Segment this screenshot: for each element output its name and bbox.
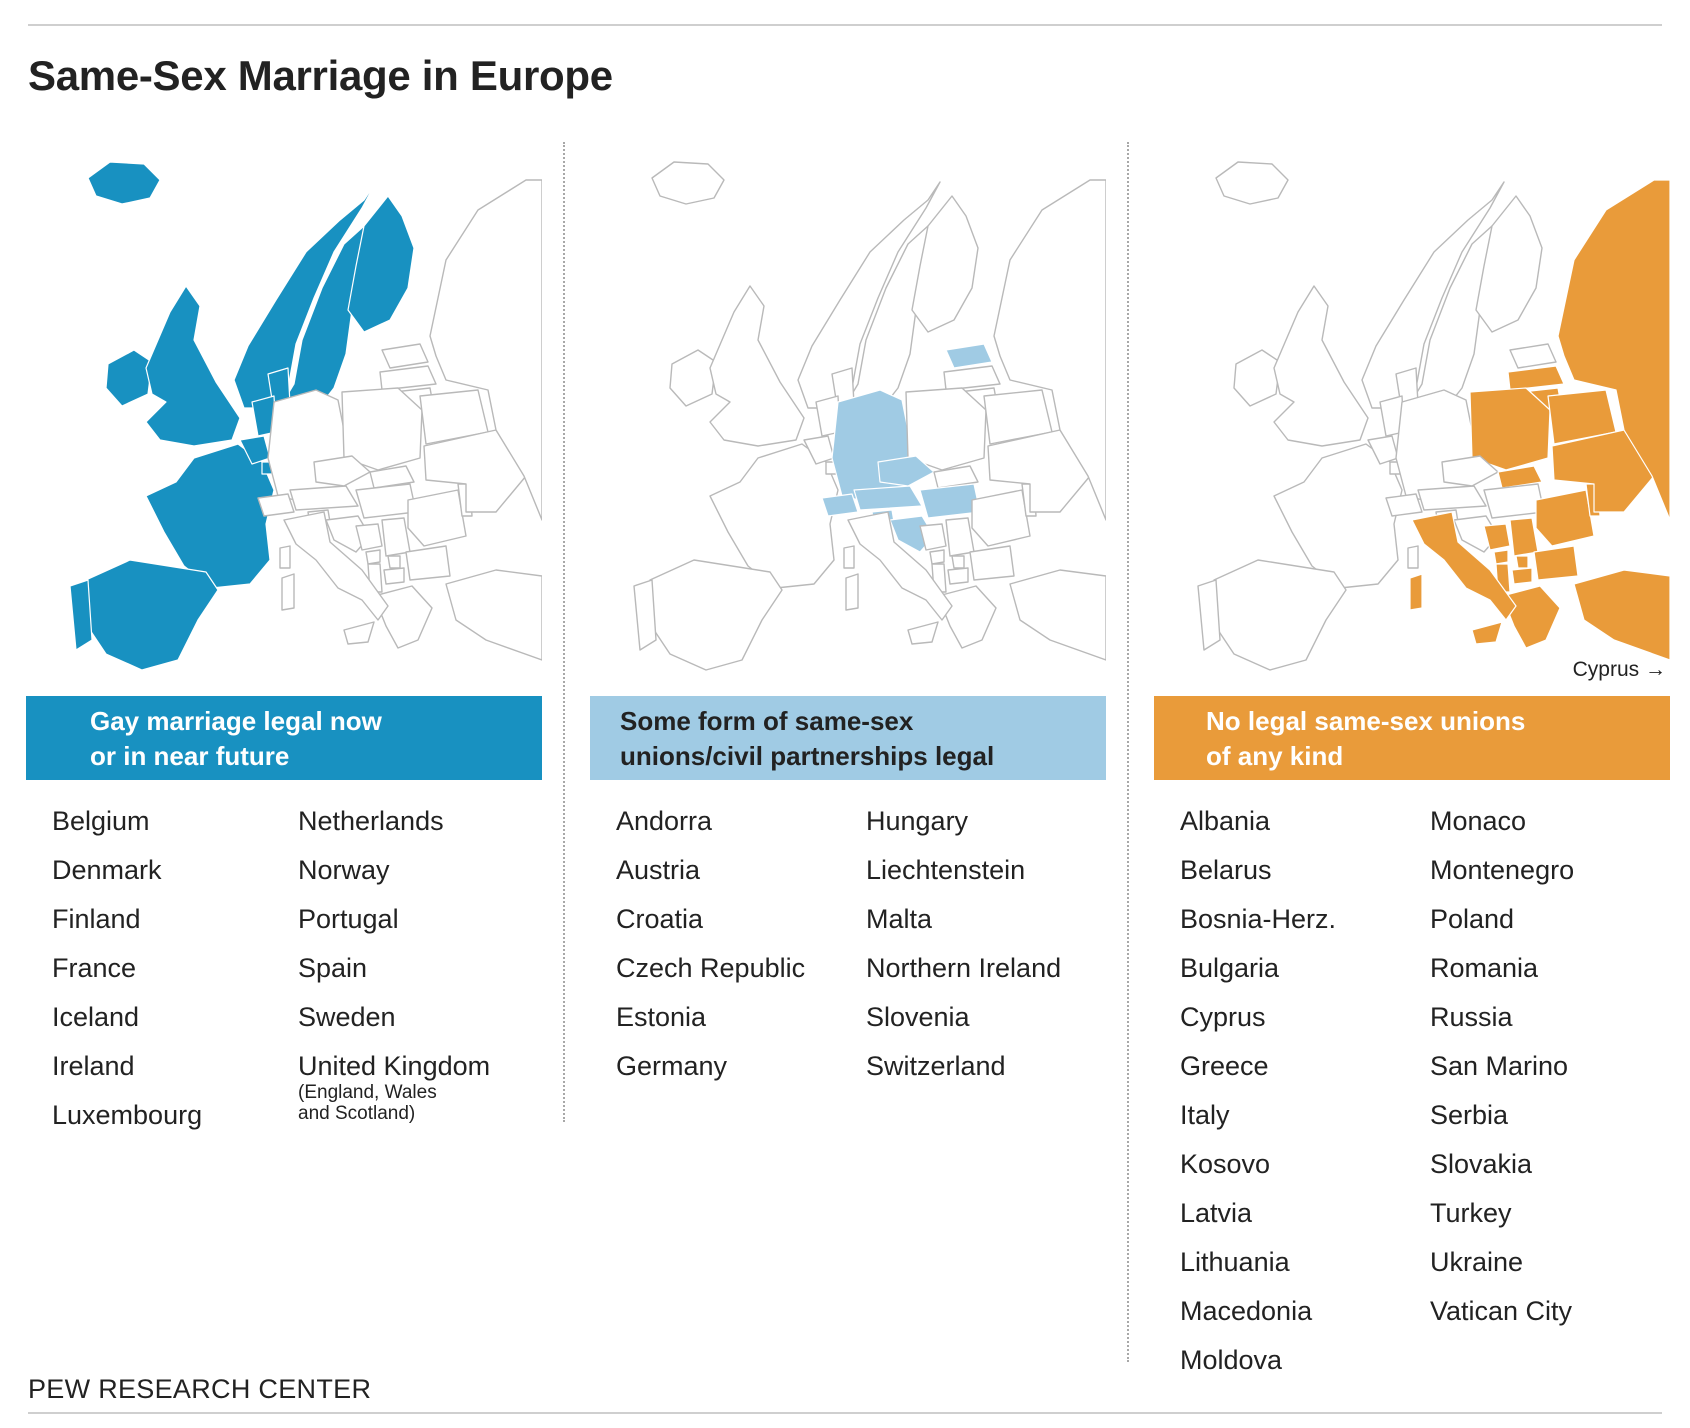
country-item: Slovenia xyxy=(866,1002,970,1032)
country-item: Hungary xyxy=(866,806,969,836)
country-item: Cyprus xyxy=(1180,1002,1266,1032)
country-item: Liechtenstein xyxy=(866,855,1026,885)
banner-line: or in near future xyxy=(90,741,290,771)
country-column xyxy=(866,804,1061,1098)
country-shape-iceland xyxy=(88,162,160,204)
country-item: Andorra xyxy=(616,806,713,836)
country-shape-sardinia xyxy=(1410,574,1422,610)
country-shape-turkey xyxy=(1574,570,1670,660)
country-shape-latvia xyxy=(1508,366,1564,390)
country-item: Romania xyxy=(1430,953,1539,983)
country-shape-greece xyxy=(938,586,996,648)
banner-line: No legal same-sex unions xyxy=(1206,706,1526,736)
country-shape-serbia xyxy=(1510,518,1538,556)
country-item: Norway xyxy=(298,855,390,885)
banner-line: Some form of same-sex xyxy=(620,706,914,736)
country-item: Lithuania xyxy=(1180,1247,1290,1277)
country-shape-greece xyxy=(1502,586,1560,648)
country-shape-finland xyxy=(348,196,414,332)
country-shape-bulgaria xyxy=(970,546,1014,580)
source-credit: PEW RESEARCH CENTER xyxy=(28,1374,372,1404)
country-item: Moldova xyxy=(1180,1345,1283,1375)
country-shape-corsica xyxy=(844,546,854,568)
country-shape-macedonia xyxy=(948,568,968,584)
country-shape-iceland xyxy=(652,162,724,204)
legend-banner-marriage xyxy=(26,696,542,780)
country-shape-latvia xyxy=(380,366,436,390)
country-shape-switzerland xyxy=(258,494,294,516)
country-shape-ireland xyxy=(1234,350,1280,406)
country-column xyxy=(1430,804,1574,1343)
country-item: Malta xyxy=(866,904,933,934)
country-shape-uk xyxy=(710,286,804,446)
country-item: Netherlands xyxy=(298,806,444,836)
country-shape-romania xyxy=(1536,490,1594,546)
panel-none xyxy=(1154,140,1670,1375)
country-shape-spain xyxy=(650,560,782,670)
country-item: France xyxy=(52,953,137,983)
country-item: Sweden xyxy=(298,1002,396,1032)
country-item: Vatican City xyxy=(1430,1296,1573,1326)
bottom-rule xyxy=(28,1412,1662,1414)
country-item: Belarus xyxy=(1180,855,1272,885)
country-note: and Scotland) xyxy=(298,1103,416,1124)
country-shape-kosovo xyxy=(388,556,400,568)
country-item: Ireland xyxy=(52,1051,135,1081)
country-shape-ireland xyxy=(106,350,152,406)
country-item: San Marino xyxy=(1430,1051,1569,1081)
country-shape-montenegro xyxy=(1494,550,1508,564)
country-shape-romania xyxy=(972,490,1030,546)
country-shape-hungary xyxy=(920,484,980,518)
country-item: Northern Ireland xyxy=(866,953,1062,983)
country-item: Latvia xyxy=(1180,1198,1253,1228)
country-item: Italy xyxy=(1180,1100,1230,1130)
country-item: Slovakia xyxy=(1430,1149,1533,1179)
top-rule xyxy=(28,24,1662,26)
cyprus-callout: Cyprus → xyxy=(1572,658,1666,681)
country-shape-austria xyxy=(1418,486,1486,510)
country-shape-portugal xyxy=(634,580,656,650)
panel-marriage xyxy=(26,140,542,1130)
country-item: Poland xyxy=(1430,904,1515,934)
country-item: Czech Republic xyxy=(616,953,806,983)
banner-line: Gay marriage legal now xyxy=(90,706,382,736)
legend-banner-unions xyxy=(590,696,1106,780)
country-shape-estonia xyxy=(1510,344,1556,368)
country-shape-spain xyxy=(1214,560,1346,670)
country-item: Bulgaria xyxy=(1180,953,1280,983)
column-divider xyxy=(563,142,565,1122)
country-shape-hungary xyxy=(1484,484,1544,518)
country-column xyxy=(1180,804,1336,1392)
country-column xyxy=(616,804,805,1098)
country-shape-montenegro xyxy=(930,550,944,564)
country-shape-romania xyxy=(408,490,466,546)
column-divider xyxy=(1127,142,1129,1362)
country-item: Serbia xyxy=(1430,1100,1509,1130)
country-shape-estonia xyxy=(946,344,992,368)
country-shape-austria xyxy=(854,486,922,510)
country-item: Ukraine xyxy=(1430,1247,1524,1277)
page-title: Same-Sex Marriage in Europe xyxy=(28,52,613,99)
country-item: Belgium xyxy=(52,806,150,836)
country-shape-turkey xyxy=(1010,570,1106,660)
country-shape-serbia xyxy=(382,518,410,556)
europe-map-none xyxy=(1154,140,1670,672)
panel-unions xyxy=(590,140,1106,1081)
country-column xyxy=(52,804,202,1147)
country-item: Denmark xyxy=(52,855,162,885)
country-shape-kosovo xyxy=(1516,556,1528,568)
country-shape-corsica xyxy=(280,546,290,568)
country-shape-sardinia xyxy=(846,574,858,610)
country-item: Austria xyxy=(616,855,701,885)
country-item: Kosovo xyxy=(1180,1149,1271,1179)
country-item: Turkey xyxy=(1430,1198,1512,1228)
country-item: Monaco xyxy=(1430,806,1527,836)
country-shape-uk xyxy=(1274,286,1368,446)
country-shape-macedonia xyxy=(1512,568,1532,584)
country-shape-bulgaria xyxy=(1534,546,1578,580)
country-item: Macedonia xyxy=(1180,1296,1313,1326)
country-column xyxy=(298,804,491,1124)
country-name: United Kingdom xyxy=(298,1051,491,1081)
country-shape-montenegro xyxy=(366,550,380,564)
country-item: Finland xyxy=(52,904,141,934)
country-shape-bulgaria xyxy=(406,546,450,580)
country-item: Germany xyxy=(616,1051,728,1081)
country-shape-portugal xyxy=(1198,580,1220,650)
europe-map-marriage xyxy=(26,140,542,672)
country-shape-uk xyxy=(146,286,240,446)
country-shape-serbia xyxy=(946,518,974,556)
country-shape-sicily xyxy=(908,622,938,644)
country-shape-switzerland xyxy=(1386,494,1422,516)
country-shape-finland xyxy=(1476,196,1542,332)
country-shape-ireland xyxy=(670,350,716,406)
country-shape-latvia xyxy=(944,366,1000,390)
country-item: Switzerland xyxy=(866,1051,1006,1081)
country-shape-hungary xyxy=(356,484,416,518)
country-shape-spain xyxy=(86,560,218,670)
country-item: Luxembourg xyxy=(52,1100,203,1130)
country-shape-austria xyxy=(290,486,358,510)
country-item: Spain xyxy=(298,953,368,983)
country-shape-greece xyxy=(374,586,432,648)
country-shape-sardinia xyxy=(282,574,294,610)
country-item xyxy=(298,1049,491,1124)
country-shape-macedonia xyxy=(384,568,404,584)
country-item: Bosnia-Herz. xyxy=(1180,904,1337,934)
country-shape-kosovo xyxy=(952,556,964,568)
europe-map-unions xyxy=(590,140,1106,672)
country-item: Greece xyxy=(1180,1051,1269,1081)
country-item: Albania xyxy=(1180,806,1271,836)
country-item: Croatia xyxy=(616,904,704,934)
country-item: Estonia xyxy=(616,1002,707,1032)
country-shape-portugal xyxy=(70,580,92,650)
country-shape-switzerland xyxy=(822,494,858,516)
country-note: (England, Wales xyxy=(298,1082,437,1103)
banner-line: unions/civil partnerships legal xyxy=(620,741,995,771)
country-shape-iceland xyxy=(1216,162,1288,204)
banner-line: of any kind xyxy=(1206,741,1344,771)
country-item: Iceland xyxy=(52,1002,140,1032)
legend-banner-none xyxy=(1154,696,1670,780)
country-item: Portugal xyxy=(298,904,399,934)
country-item: Montenegro xyxy=(1430,855,1575,885)
country-item: Russia xyxy=(1430,1002,1513,1032)
country-shape-sicily xyxy=(344,622,374,644)
country-shape-corsica xyxy=(1408,546,1418,568)
country-shape-sicily xyxy=(1472,622,1502,644)
country-shape-turkey xyxy=(446,570,542,660)
country-shape-estonia xyxy=(382,344,428,368)
country-shape-finland xyxy=(912,196,978,332)
